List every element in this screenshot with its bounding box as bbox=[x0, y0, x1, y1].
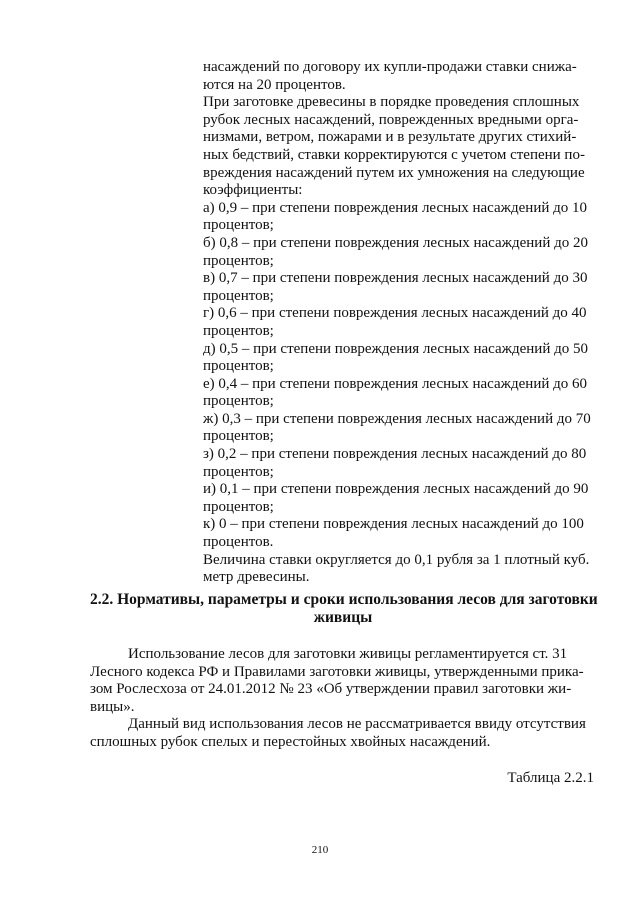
list-item-zh: ж) 0,3 – при степени повреждения лесных насаждений до 70 bbox=[203, 410, 591, 427]
paragraph-resin-regulation bbox=[90, 646, 596, 716]
text-line: процентов; bbox=[203, 358, 274, 375]
rate-coefficients-block bbox=[203, 59, 595, 587]
text-line: метр древесины. bbox=[203, 569, 310, 586]
text-line: коэффициенты: bbox=[203, 182, 303, 199]
list-item-e: е) 0,4 – при степени повреждения лесных насаждений до 60 bbox=[203, 375, 588, 392]
text-line: Использование лесов для заготовки живицы регламентируется ст. 31 bbox=[128, 646, 568, 662]
text-line: сплошных рубок спелых и перестойных хвойных насаждений. bbox=[90, 733, 491, 750]
list-item-k: к) 0 – при степени повреждения лесных насаждений до 100 bbox=[203, 516, 584, 533]
text-line: рубок лесных насаждений, поврежденных вредными орга- bbox=[203, 111, 579, 128]
text-line: процентов; bbox=[203, 463, 274, 480]
list-item-b: б) 0,8 – при степени повреждения лесных насаждений до 20 bbox=[203, 234, 588, 251]
text-line: зом Рослесхоза от 24.01.2012 № 23 «Об утверждении правил заготовки жи- bbox=[90, 681, 572, 698]
text-line: процентов; bbox=[203, 498, 274, 515]
list-item-g: г) 0,6 – при степени повреждения лесных насаждений до 40 bbox=[203, 305, 587, 322]
text-line: процентов; bbox=[203, 393, 274, 410]
text-line: процентов. bbox=[203, 534, 274, 551]
text-line: процентов; bbox=[203, 252, 274, 269]
text-line: При заготовке древесины в порядке проведения сплошных bbox=[203, 94, 580, 111]
text-line: Лесного кодекса РФ и Правилами заготовки живицы, утвержденными прика- bbox=[90, 663, 584, 680]
text-line: ются на 20 процентов. bbox=[203, 76, 346, 93]
section-heading bbox=[90, 591, 596, 627]
text-line: низмами, ветром, пожарами и в результате других стихий- bbox=[203, 129, 577, 146]
text-line: Данный вид использования лесов не рассматривается ввиду отсутствия bbox=[128, 716, 586, 732]
paragraph-not-considered bbox=[90, 716, 596, 751]
text-line: вицы». bbox=[90, 698, 135, 715]
page-number: 210 bbox=[311, 844, 329, 856]
text-line: ных бедствий, ставки корректируются с учетом степени по- bbox=[203, 146, 585, 163]
list-item-d: д) 0,5 – при степени повреждения лесных насаждений до 50 bbox=[203, 340, 588, 357]
heading-line: живицы bbox=[313, 609, 373, 626]
text-line: насаждений по договору их купли-продажи ставки снижа- bbox=[203, 59, 577, 75]
list-item-v: в) 0,7 – при степени повреждения лесных насаждений до 30 bbox=[203, 270, 588, 287]
text-line: вреждения насаждений путем их умножения на следующие bbox=[203, 164, 585, 181]
table-caption: Таблица 2.2.1 bbox=[507, 770, 594, 786]
heading-line: 2.2. Нормативы, параметры и сроки использования лесов для заготовки bbox=[90, 591, 598, 608]
list-item-z: з) 0,2 – при степени повреждения лесных насаждений до 80 bbox=[203, 446, 587, 463]
text-line: процентов; bbox=[203, 287, 274, 304]
list-item-i: и) 0,1 – при степени повреждения лесных насаждений до 90 bbox=[203, 481, 589, 498]
text-line: процентов; bbox=[203, 217, 274, 234]
text-line: процентов; bbox=[203, 322, 274, 339]
list-item-a: а) 0,9 – при степени повреждения лесных насаждений до 10 bbox=[203, 199, 588, 216]
text-line: Величина ставки округляется до 0,1 рубля за 1 плотный куб. bbox=[203, 551, 590, 568]
text-line: процентов; bbox=[203, 428, 274, 445]
